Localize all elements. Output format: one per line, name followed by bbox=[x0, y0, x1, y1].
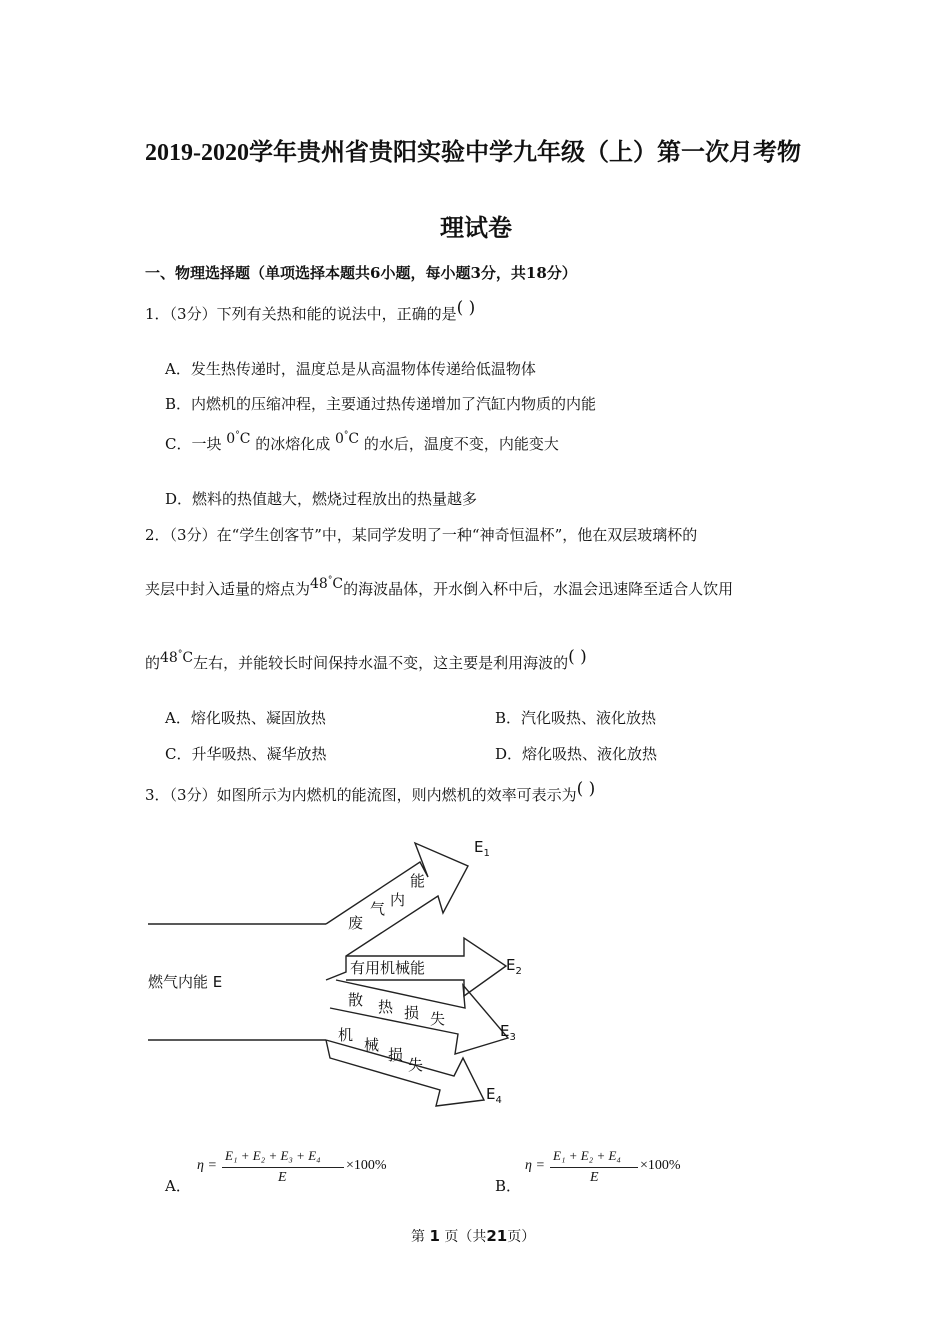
q3-option-b-numerator: E₁ + E₂ + E₄ bbox=[553, 1148, 621, 1163]
energy-e4-label: $E_4$ bbox=[486, 1085, 502, 1106]
q3-option-a-lhs: η = bbox=[197, 1158, 217, 1173]
question-2-line-3: 的48°C左右，并能较长时间保持水温不变，这主要是利用海波的( ) bbox=[145, 647, 587, 672]
energy-e2-label: $E_2$ bbox=[506, 956, 522, 977]
q2-option-b: B．汽化吸热、液化放热 bbox=[495, 709, 657, 727]
temperature-value: 48°C bbox=[160, 649, 194, 666]
title-line-1: 2019-2020学年贵州省贵阳实验中学九年级（上）第一次月考物 bbox=[145, 140, 801, 166]
q3-option-b-denominator: E bbox=[590, 1170, 599, 1185]
q3-option-a-numerator: E₁ + E₂ + E₃ + E₄ bbox=[225, 1148, 321, 1163]
question-3: 3．（3分）如图所示为内燃机的能流图，则内燃机的效率可表示为( ) bbox=[145, 779, 596, 804]
exhaust-label-char: 废 bbox=[348, 914, 364, 932]
temperature-value: 0°C bbox=[226, 430, 251, 447]
q2-option-d: D．熔化吸热、液化放热 bbox=[495, 745, 658, 763]
mech-loss-label-char: 机 bbox=[338, 1026, 354, 1044]
exhaust-label-char: 气 bbox=[370, 900, 386, 918]
temperature-value: 0°C bbox=[334, 430, 360, 447]
diagram-source-label: 燃气内能 E bbox=[148, 973, 223, 991]
fraction-line bbox=[222, 1167, 344, 1168]
answer-paren: ( ) bbox=[576, 779, 596, 799]
q3-option-b-tail: ×100% bbox=[640, 1158, 681, 1173]
temperature-value: 48°C bbox=[310, 575, 344, 592]
page-number: 1 bbox=[429, 1227, 440, 1245]
q3-option-a-tail: ×100% bbox=[346, 1158, 387, 1173]
q1-option-d: D．燃料的热值越大，燃烧过程放出的热量越多 bbox=[165, 490, 478, 508]
q2-option-a: A．熔化吸热、凝固放热 bbox=[165, 709, 326, 727]
answer-paren: ( ) bbox=[456, 298, 476, 318]
mech-loss-label-char: 械 bbox=[364, 1036, 380, 1054]
mech-loss-label-char: 损 bbox=[388, 1046, 404, 1064]
exhaust-label-char: 能 bbox=[410, 872, 426, 890]
heat-loss-label-char: 损 bbox=[404, 1004, 420, 1022]
q2-option-c: C．升华吸热、凝华放热 bbox=[165, 745, 327, 763]
exhaust-label-char: 内 bbox=[390, 891, 406, 909]
q3-option-b-label: B． bbox=[495, 1177, 522, 1195]
question-1-stem: 1．（3分）下列有关热和能的说法中，正确的是 bbox=[145, 305, 457, 323]
energy-e1-label: $E_1$ bbox=[474, 838, 490, 859]
total-pages: 21 bbox=[486, 1227, 508, 1245]
heat-loss-label-char: 失 bbox=[430, 1010, 446, 1028]
page-footer: 第 1 页（共21页） bbox=[411, 1227, 536, 1245]
heat-loss-label-char: 散 bbox=[348, 991, 364, 1009]
q1-option-b: B．内燃机的压缩冲程，主要通过热传递增加了汽缸内物质的内能 bbox=[165, 395, 597, 413]
q3-option-a-denominator: E bbox=[278, 1170, 287, 1185]
answer-paren: ( ) bbox=[568, 647, 587, 667]
heat-loss-label-char: 热 bbox=[378, 998, 394, 1016]
q1-option-c: C．一块 0°C 的冰熔化成 0°C 的水后，温度不变，内能变大 bbox=[165, 430, 559, 453]
question-2-line-2: 夹层中封入适量的熔点为48°C的海波晶体，开水倒入杯中后，水温会迅速降至适合人饮用 bbox=[145, 575, 734, 598]
q3-option-b-lhs: η = bbox=[525, 1158, 545, 1173]
question-2-line-1: 2．（3分）在“学生创客节”中，某同学发明了一种“神奇恒温杯”，他在双层玻璃杯的 bbox=[145, 526, 698, 544]
title-line-2: 理试卷 bbox=[440, 216, 512, 242]
q1-option-a: A．发生热传递时，温度总是从高温物体传递给低温物体 bbox=[165, 360, 536, 378]
energy-e3-label: $E_3$ bbox=[500, 1022, 516, 1043]
mech-loss-label-char: 失 bbox=[408, 1056, 424, 1074]
fraction-line bbox=[550, 1167, 638, 1168]
useful-energy-label: 有用机械能 bbox=[350, 959, 426, 977]
section-heading: 一、物理选择题（单项选择本题共6小题，每小题3分，共18分） bbox=[145, 264, 577, 282]
mech-loss-arrow bbox=[326, 1040, 484, 1106]
q3-option-a-label: A． bbox=[165, 1177, 191, 1195]
